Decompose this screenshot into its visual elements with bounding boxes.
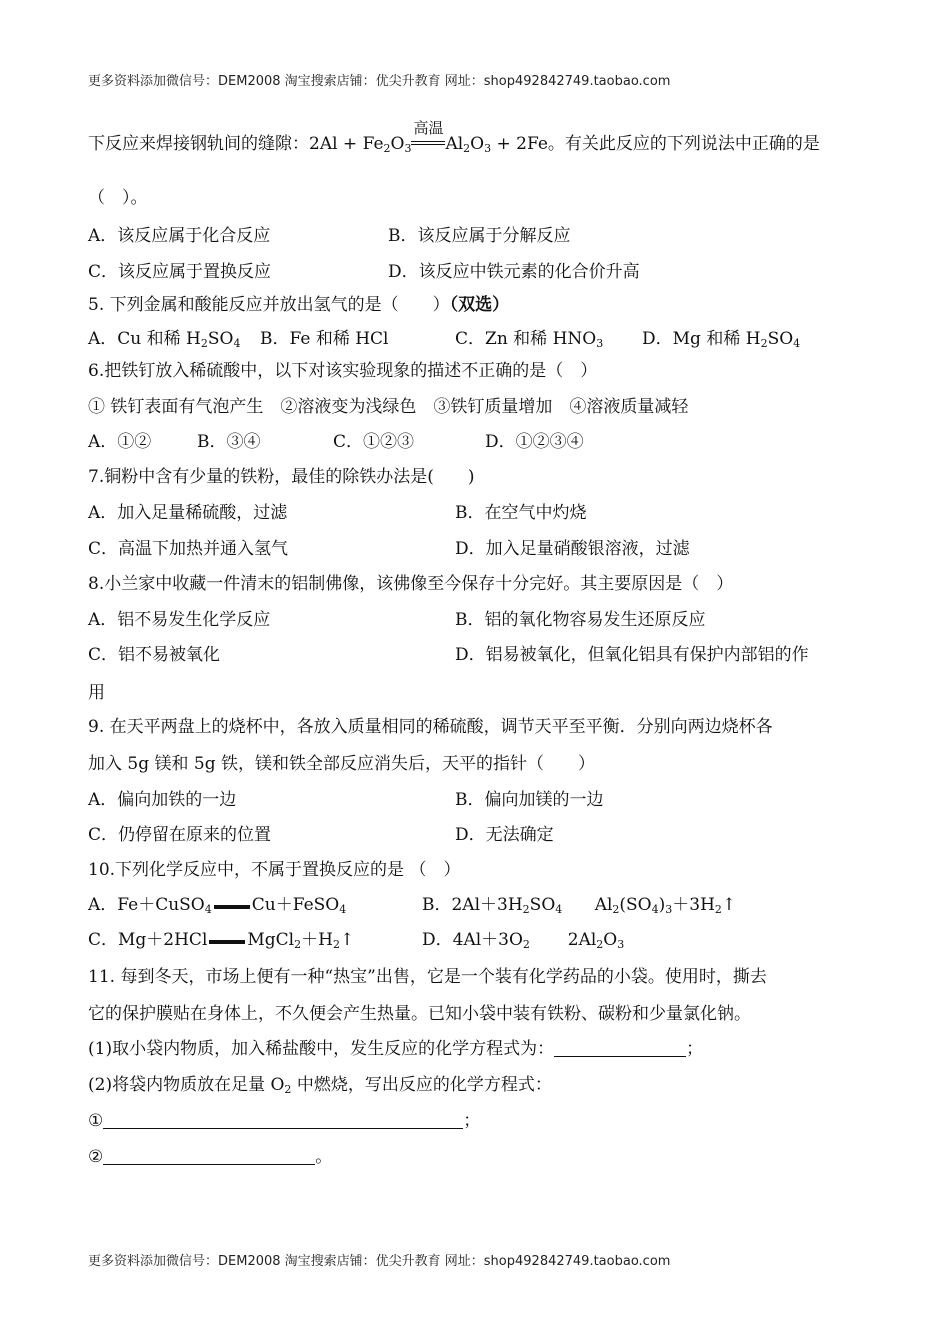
q7-option-d: D．加入足量硝酸银溶液，过滤 (455, 539, 690, 559)
page-footer: 更多资料添加微信号：DEM2008 淘宝搜索店铺：优尖升教育 网址：shop492842749.taobao.com (88, 1254, 671, 1269)
q11-equation-1: ① ； (88, 1111, 481, 1131)
answer-blank[interactable] (103, 1112, 463, 1129)
q11-stem-2: 它的保护膜贴在身体上，不久便会产生热量。已知小袋中装有铁粉、碳粉和少量氯化钠。 (88, 1004, 751, 1024)
q11-part-1: (1)取小袋内物质，加入稀盐酸中，发生反应的化学方程式为： ； (88, 1039, 704, 1059)
q11-equation-2: ② 。 (88, 1147, 333, 1167)
q11-part-2: (2)将袋内物质放在足量 $O_2$ 中燃烧，写出反应的化学方程式： (88, 1075, 552, 1096)
q6-option-a: A．①② (88, 432, 152, 452)
q4-option-c: C．该反应属于置换反应 (88, 262, 272, 282)
q4-option-b: B．该反应属于分解反应 (388, 226, 571, 246)
reaction-condition: 高温 (411, 134, 445, 154)
q7-option-c: C．高温下加热并通入氢气 (88, 539, 289, 559)
q4-option-a: A．该反应属于化合反应 (88, 226, 271, 246)
q10-option-c: C．Mg＋2HCl $MgCl_2+H_2↑$ (88, 930, 355, 951)
q10-option-b: B．$2Al+3H_2SO_4$ $Al_2(SO_4)_3+3H_2↑$ (422, 895, 737, 916)
q4-paren: （ ）。 (88, 188, 148, 208)
q6-stem: 6.把铁钉放入稀硫酸中，以下对该实验现象的描述不正确的是（ ） (88, 361, 598, 381)
q4-option-d: D．该反应中铁元素的化合价升高 (388, 262, 640, 282)
page-header: 更多资料添加微信号：DEM2008 淘宝搜索店铺：优尖升教育 网址：shop492842749.taobao.com (88, 74, 671, 89)
q9-option-b: B．偏向加镁的一边 (455, 790, 604, 810)
q9-option-c: C．仍停留在原来的位置 (88, 825, 272, 845)
q8-option-b: B．铝的氧化物容易发生还原反应 (455, 610, 706, 630)
q11-stem-1: 11. 每到冬天，市场上便有一种“热宝”出售，它是一个装有化学药品的小袋。使用时，撕去 (88, 967, 767, 987)
q7-option-b: B．在空气中灼烧 (455, 503, 587, 523)
q9-option-a: A．偏向加铁的一边 (88, 790, 237, 810)
answer-blank[interactable] (554, 1040, 686, 1057)
q5-option-c: C．Zn 和稀 $HNO_3$ (455, 329, 604, 350)
q5-stem: 5. 下列金属和酸能反应并放出氢气的是（ ）（双选） (88, 295, 510, 315)
q5-option-d: D．Mg 和稀 $H_2SO_4$ (642, 329, 801, 350)
q9-stem-2: 加入 5g 镁和 5g 铁，镁和铁全部反应消失后，天平的指针（ ） (88, 754, 596, 774)
q8-option-c: C．铝不易被氧化 (88, 645, 221, 665)
q8-option-d: D．铝易被氧化，但氧化铝具有保护内部铝的作 (455, 645, 809, 665)
answer-blank[interactable] (103, 1148, 315, 1165)
q7-stem: 7.铜粉中含有少量的铁粉，最佳的除铁办法是( ) (88, 467, 475, 487)
q5-option-b: B．Fe 和稀 HCl (260, 329, 389, 349)
q6-option-c: C．①②③ (333, 432, 415, 452)
q10-option-a: A．Fe＋CuSO$_4$ Cu＋FeSO$_4$ (88, 895, 347, 916)
q8-option-d-cont: 用 (88, 683, 105, 703)
q6-option-d: D．①②③④ (485, 432, 584, 452)
q5-option-a: A．Cu 和稀 $H_2SO_4$ (88, 329, 241, 350)
q4-stem: 下反应来焊接钢轨间的缝隙：$2Al + Fe_2O_3$ 高温 $Al_2O_3 + 2Fe$。有关此反应的下列说法中正确的是 (88, 119, 820, 155)
q7-option-a: A．加入足量稀硫酸，过滤 (88, 503, 288, 523)
q6-option-b: B．③④ (197, 432, 261, 452)
q10-option-d: D．$4Al+3O_2$ $2Al_2O_3$ (422, 930, 625, 951)
q8-stem: 8.小兰家中收藏一件清末的铝制佛像，该佛像至今保存十分完好。其主要原因是（ ） (88, 574, 734, 594)
q8-option-a: A．铝不易发生化学反应 (88, 610, 271, 630)
q10-stem: 10.下列化学反应中，不属于置换反应的是 （ ） (88, 860, 461, 880)
q9-stem-1: 9. 在天平两盘上的烧杯中，各放入质量相同的稀硫酸，调节天平至平衡．分别向两边烧杯各 (88, 717, 773, 737)
q9-option-d: D．无法确定 (455, 825, 554, 845)
q6-items: ① 铁钉表面有气泡产生 ②溶液变为浅绿色 ③铁钉质量增加 ④溶液质量减轻 (88, 397, 689, 417)
